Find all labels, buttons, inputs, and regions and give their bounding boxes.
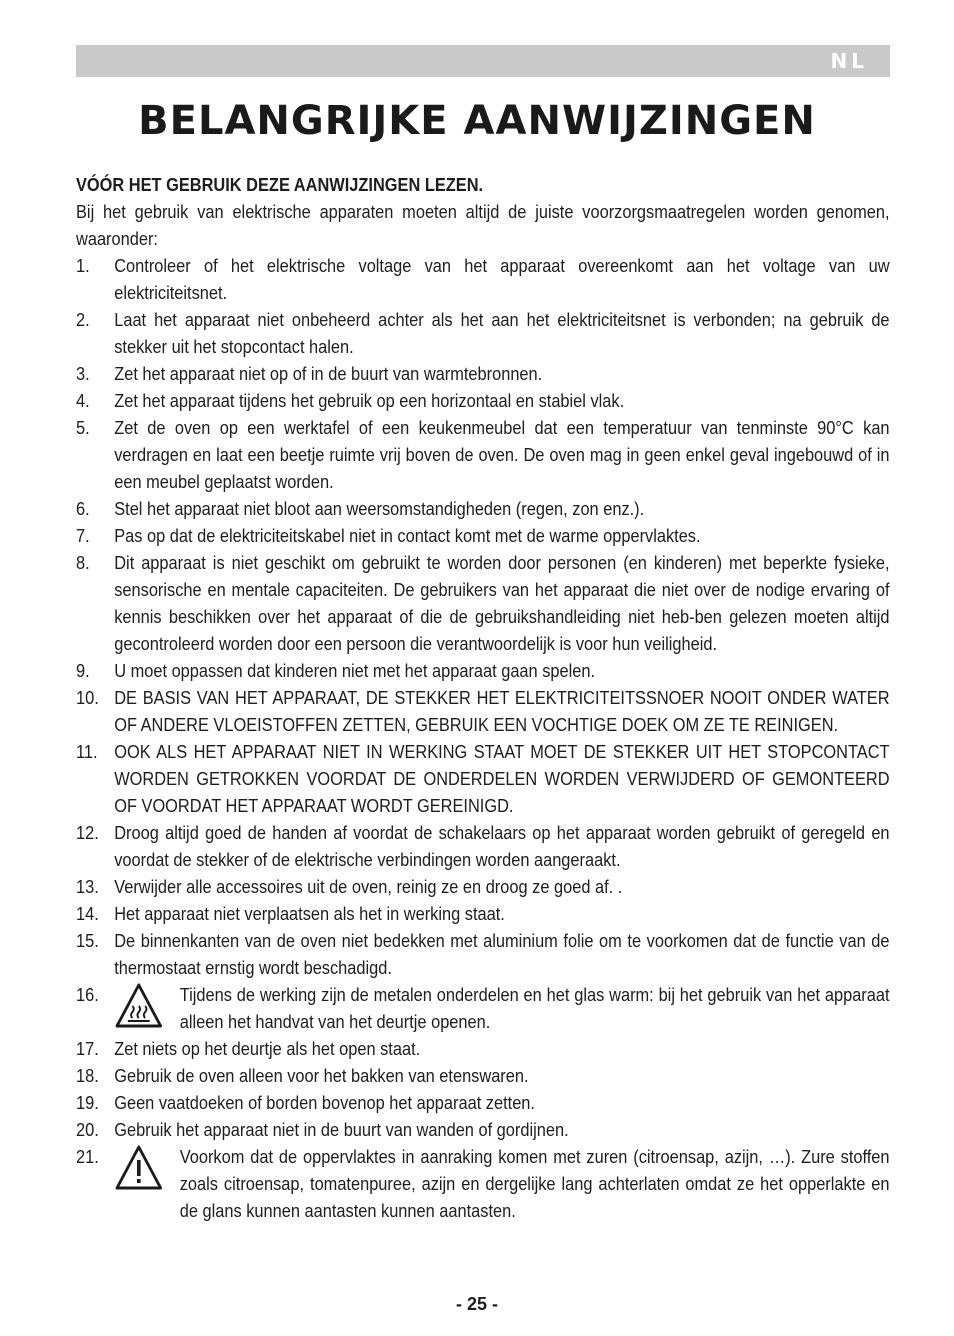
item-text: Droog altijd goed de handen af voordat de schakelaars op het apparaat worden gebruikt of geregeld en voordat de stekker of de elektrische verbindingen worden aangeraakt. bbox=[114, 823, 890, 870]
list-item bbox=[76, 1117, 890, 1144]
list-item bbox=[76, 415, 890, 496]
instructions-list bbox=[76, 253, 890, 1225]
item-number: 15. bbox=[76, 931, 99, 951]
item-text: Dit apparaat is niet geschikt om gebruikt te worden door personen (en kinderen) met beperkte fysieke, sensorische en mentale capaciteiten. De gebruikers van het apparaat die niet over de nodige ervaring of kennis beschikken over het apparaat of die de gebruikshandleiding niet heb-ben gelezen moeten altijd gecontroleerd worden door een persoon die verantwoordelijk is voor hun veiligheid. bbox=[114, 553, 890, 654]
list-item bbox=[76, 253, 890, 307]
item-number: 14. bbox=[76, 904, 99, 924]
item-text: Zet de oven op een werktafel of een keukenmeubel dat een temperatuur van tenminste 90°C kan verdragen en laat een beetje ruimte vrij boven de oven. De oven mag in geen enkel geval ingebouwd of in een meubel geplaatst worden. bbox=[114, 418, 890, 492]
page-number: - 25 - bbox=[455, 1294, 498, 1314]
language-code: NL bbox=[830, 49, 868, 73]
list-item bbox=[76, 361, 890, 388]
item-text: Zet niets op het deurtje als het open staat. bbox=[114, 1039, 421, 1059]
list-item bbox=[76, 739, 890, 820]
list-item bbox=[76, 523, 890, 550]
item-text: Verwijder alle accessoires uit de oven, reinig ze en droog ze goed af. . bbox=[114, 877, 623, 897]
list-item bbox=[76, 901, 890, 928]
page-title: BELANGRIJKE AANWIJZINGEN bbox=[138, 98, 816, 144]
item-number: 17. bbox=[76, 1039, 99, 1059]
item-text: Voorkom dat de oppervlaktes in aanraking komen met zuren (citroensap, azijn, …). Zure stoffen zoals citroensap, tomatenpuree, azijn en dergelijke lang achterlaten omdat ze het opperlakte en de glans kunnen aantasten kunnen aantasten. bbox=[179, 1147, 890, 1221]
item-text: Gebruik het apparaat niet in de buurt van wanden of gordijnen. bbox=[114, 1120, 569, 1140]
item-text: OOK ALS HET APPARAAT NIET IN WERKING STAAT MOET DE STEKKER UIT HET STOPCONTACT WORDEN GETROKKEN VOORDAT DE ONDERDELEN WORDEN VERWIJDERD OF GEMONTEERD OF VOORDAT HET APPARAAT WORDT GEREINIGD. bbox=[114, 742, 890, 816]
language-header-bar bbox=[76, 45, 890, 77]
list-item bbox=[76, 1144, 890, 1225]
general-warning-icon bbox=[114, 1144, 163, 1192]
item-number: 4. bbox=[76, 391, 90, 411]
item-text: Tijdens de werking zijn de metalen onderdelen en het glas warm: bij het gebruik van het apparaat alleen het handvat van het deurtje openen. bbox=[179, 985, 890, 1032]
item-number: 9. bbox=[76, 661, 90, 681]
list-item bbox=[76, 1036, 890, 1063]
list-item bbox=[76, 685, 890, 739]
intro-paragraph: Bij het gebruik van elektrische apparaten moeten altijd de juiste voorzorgsmaatregelen worden genomen, waaronder: bbox=[76, 202, 890, 249]
item-number: 21. bbox=[76, 1147, 99, 1167]
item-text: Controleer of het elektrische voltage van het apparaat overeenkomt aan het voltage van uw elektriciteitsnet. bbox=[114, 256, 890, 303]
item-number: 10. bbox=[76, 688, 99, 708]
item-text: Stel het apparaat niet bloot aan weersomstandigheden (regen, zon enz.). bbox=[114, 499, 645, 519]
list-item bbox=[76, 658, 890, 685]
hot-surface-warning-icon bbox=[114, 982, 163, 1030]
item-text: Laat het apparaat niet onbeheerd achter als het aan het elektriciteitsnet is verbonden; na gebruik de stekker uit het stopcontact halen. bbox=[114, 310, 890, 357]
item-number: 2. bbox=[76, 310, 90, 330]
list-item bbox=[76, 496, 890, 523]
item-text: De binnenkanten van de oven niet bedekken met aluminium folie om te voorkomen dat de functie van de thermostaat ernstig wordt beschadigd. bbox=[114, 931, 890, 978]
item-number: 1. bbox=[76, 256, 90, 276]
list-item bbox=[76, 1063, 890, 1090]
item-text: Zet het apparaat tijdens het gebruik op een horizontaal en stabiel vlak. bbox=[114, 391, 625, 411]
list-item bbox=[76, 388, 890, 415]
item-number: 8. bbox=[76, 553, 90, 573]
item-number: 3. bbox=[76, 364, 90, 384]
list-item bbox=[76, 820, 890, 874]
list-item bbox=[76, 550, 890, 658]
item-text: Gebruik de oven alleen voor het bakken van etenswaren. bbox=[114, 1066, 529, 1086]
item-number: 5. bbox=[76, 418, 90, 438]
item-text: U moet oppassen dat kinderen niet met het apparaat gaan spelen. bbox=[114, 661, 596, 681]
list-item bbox=[76, 307, 890, 361]
list-item bbox=[76, 1090, 890, 1117]
item-text: DE BASIS VAN HET APPARAAT, DE STEKKER HET ELEKTRICITEITSSNOER NOOIT ONDER WATER OF ANDERE VLOEISTOFFEN ZETTEN, GEBRUIK EEN VOCHTIGE DOEK OM ZE TE REINIGEN. bbox=[114, 688, 890, 735]
list-item bbox=[76, 874, 890, 901]
item-number: 11. bbox=[76, 742, 98, 762]
item-number: 20. bbox=[76, 1120, 99, 1140]
item-number: 13. bbox=[76, 877, 99, 897]
item-text: Geen vaatdoeken of borden bovenop het apparaat zetten. bbox=[114, 1093, 535, 1113]
item-number: 7. bbox=[76, 526, 90, 546]
instructions-content bbox=[76, 172, 890, 1225]
item-text: Zet het apparaat niet op of in de buurt van warmtebronnen. bbox=[114, 364, 543, 384]
list-item bbox=[76, 928, 890, 982]
item-number: 18. bbox=[76, 1066, 99, 1086]
item-text: Het apparaat niet verplaatsen als het in werking staat. bbox=[114, 904, 505, 924]
subheading: VÓÓR HET GEBRUIK DEZE AANWIJZINGEN LEZEN. bbox=[76, 175, 484, 195]
item-number: 19. bbox=[76, 1093, 99, 1113]
item-number: 6. bbox=[76, 499, 90, 519]
item-text: Pas op dat de elektriciteitskabel niet in contact komt met de warme oppervlaktes. bbox=[114, 526, 701, 546]
list-item bbox=[76, 982, 890, 1036]
item-number: 16. bbox=[76, 985, 99, 1005]
item-number: 12. bbox=[76, 823, 99, 843]
